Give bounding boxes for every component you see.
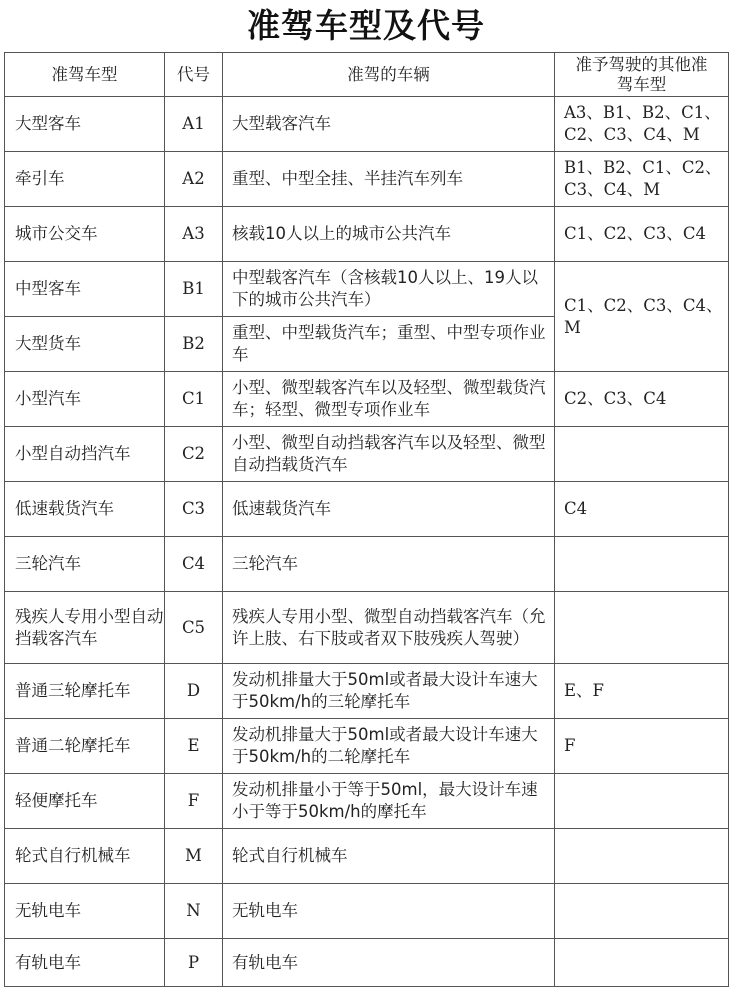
table-row xyxy=(5,829,729,884)
cell-code: C2 xyxy=(165,427,223,482)
cell-code: C4 xyxy=(165,537,223,592)
cell-others xyxy=(555,427,729,482)
table-row xyxy=(5,664,729,719)
table-row xyxy=(5,207,729,262)
header-others: 准予驾驶的其他准驾车型 xyxy=(555,53,729,97)
cell-others xyxy=(555,537,729,592)
cell-type: 无轨电车 xyxy=(5,884,165,939)
license-class-table xyxy=(4,52,729,987)
table-header-row xyxy=(5,53,729,97)
table-row xyxy=(5,537,729,592)
cell-type: 中型客车 xyxy=(5,262,165,317)
table-row xyxy=(5,719,729,774)
cell-code: A3 xyxy=(165,207,223,262)
cell-type: 牵引车 xyxy=(5,152,165,207)
cell-others xyxy=(555,829,729,884)
cell-vehicles: 无轨电车 xyxy=(223,884,555,939)
table-row xyxy=(5,592,729,664)
cell-code: C3 xyxy=(165,482,223,537)
cell-type: 有轨电车 xyxy=(5,939,165,987)
cell-vehicles: 发动机排量大于50ml或者最大设计车速大于50km/h的三轮摩托车 xyxy=(223,664,555,719)
cell-vehicles: 有轨电车 xyxy=(223,939,555,987)
cell-others xyxy=(555,884,729,939)
cell-others xyxy=(555,774,729,829)
cell-others: B1、B2、C1、C2、C3、C4、M xyxy=(555,152,729,207)
table-row xyxy=(5,939,729,987)
cell-vehicles: 重型、中型全挂、半挂汽车列车 xyxy=(223,152,555,207)
cell-others: E、F xyxy=(555,664,729,719)
cell-vehicles: 轮式自行机械车 xyxy=(223,829,555,884)
cell-type: 大型客车 xyxy=(5,97,165,152)
cell-vehicles: 低速载货汽车 xyxy=(223,482,555,537)
header-code: 代号 xyxy=(165,53,223,97)
cell-type: 城市公交车 xyxy=(5,207,165,262)
cell-vehicles: 小型、微型自动挡载客汽车以及轻型、微型自动挡载货汽车 xyxy=(223,427,555,482)
cell-vehicles: 发动机排量小于等于50ml，最大设计车速小于等于50km/h的摩托车 xyxy=(223,774,555,829)
cell-code: A2 xyxy=(165,152,223,207)
cell-vehicles: 重型、中型载货汽车；重型、中型专项作业车 xyxy=(223,317,555,372)
cell-others: F xyxy=(555,719,729,774)
cell-type: 低速载货汽车 xyxy=(5,482,165,537)
cell-code: B1 xyxy=(165,262,223,317)
cell-vehicles: 发动机排量大于50ml或者最大设计车速大于50km/h的二轮摩托车 xyxy=(223,719,555,774)
table-row xyxy=(5,774,729,829)
cell-type: 三轮汽车 xyxy=(5,537,165,592)
table-row xyxy=(5,97,729,152)
table-row xyxy=(5,482,729,537)
cell-vehicles: 中型载客汽车（含核载10人以上、19人以下的城市公共汽车） xyxy=(223,262,555,317)
table-row xyxy=(5,152,729,207)
cell-others xyxy=(555,939,729,987)
cell-others: A3、B1、B2、C1、C2、C3、C4、M xyxy=(555,97,729,152)
cell-type: 残疾人专用小型自动挡载客汽车 xyxy=(5,592,165,664)
cell-type: 普通三轮摩托车 xyxy=(5,664,165,719)
cell-vehicles: 残疾人专用小型、微型自动挡载客汽车（允许上肢、右下肢或者双下肢残疾人驾驶） xyxy=(223,592,555,664)
header-vehicles: 准驾的车辆 xyxy=(223,53,555,97)
cell-type: 小型汽车 xyxy=(5,372,165,427)
cell-others: C1、C2、C3、C4 xyxy=(555,207,729,262)
cell-others: C4 xyxy=(555,482,729,537)
table-row xyxy=(5,884,729,939)
page-title: 准驾车型及代号 xyxy=(247,6,485,45)
cell-code: N xyxy=(165,884,223,939)
cell-vehicles: 核载10人以上的城市公共汽车 xyxy=(223,207,555,262)
cell-type: 普通二轮摩托车 xyxy=(5,719,165,774)
cell-code: D xyxy=(165,664,223,719)
cell-vehicles: 三轮汽车 xyxy=(223,537,555,592)
cell-vehicles: 大型载客汽车 xyxy=(223,97,555,152)
cell-code: A1 xyxy=(165,97,223,152)
cell-code: C1 xyxy=(165,372,223,427)
cell-code: M xyxy=(165,829,223,884)
table-row xyxy=(5,262,729,317)
table-row xyxy=(5,427,729,482)
cell-code: E xyxy=(165,719,223,774)
cell-others: C2、C3、C4 xyxy=(555,372,729,427)
cell-code: B2 xyxy=(165,317,223,372)
cell-type: 大型货车 xyxy=(5,317,165,372)
cell-vehicles: 小型、微型载客汽车以及轻型、微型载货汽车；轻型、微型专项作业车 xyxy=(223,372,555,427)
cell-type: 小型自动挡汽车 xyxy=(5,427,165,482)
cell-type: 轻便摩托车 xyxy=(5,774,165,829)
cell-type: 轮式自行机械车 xyxy=(5,829,165,884)
table-row xyxy=(5,372,729,427)
cell-code: F xyxy=(165,774,223,829)
cell-code: P xyxy=(165,939,223,987)
cell-code: C5 xyxy=(165,592,223,664)
cell-others xyxy=(555,592,729,664)
header-type: 准驾车型 xyxy=(5,53,165,97)
cell-others: C1、C2、C3、C4、M xyxy=(555,262,729,372)
